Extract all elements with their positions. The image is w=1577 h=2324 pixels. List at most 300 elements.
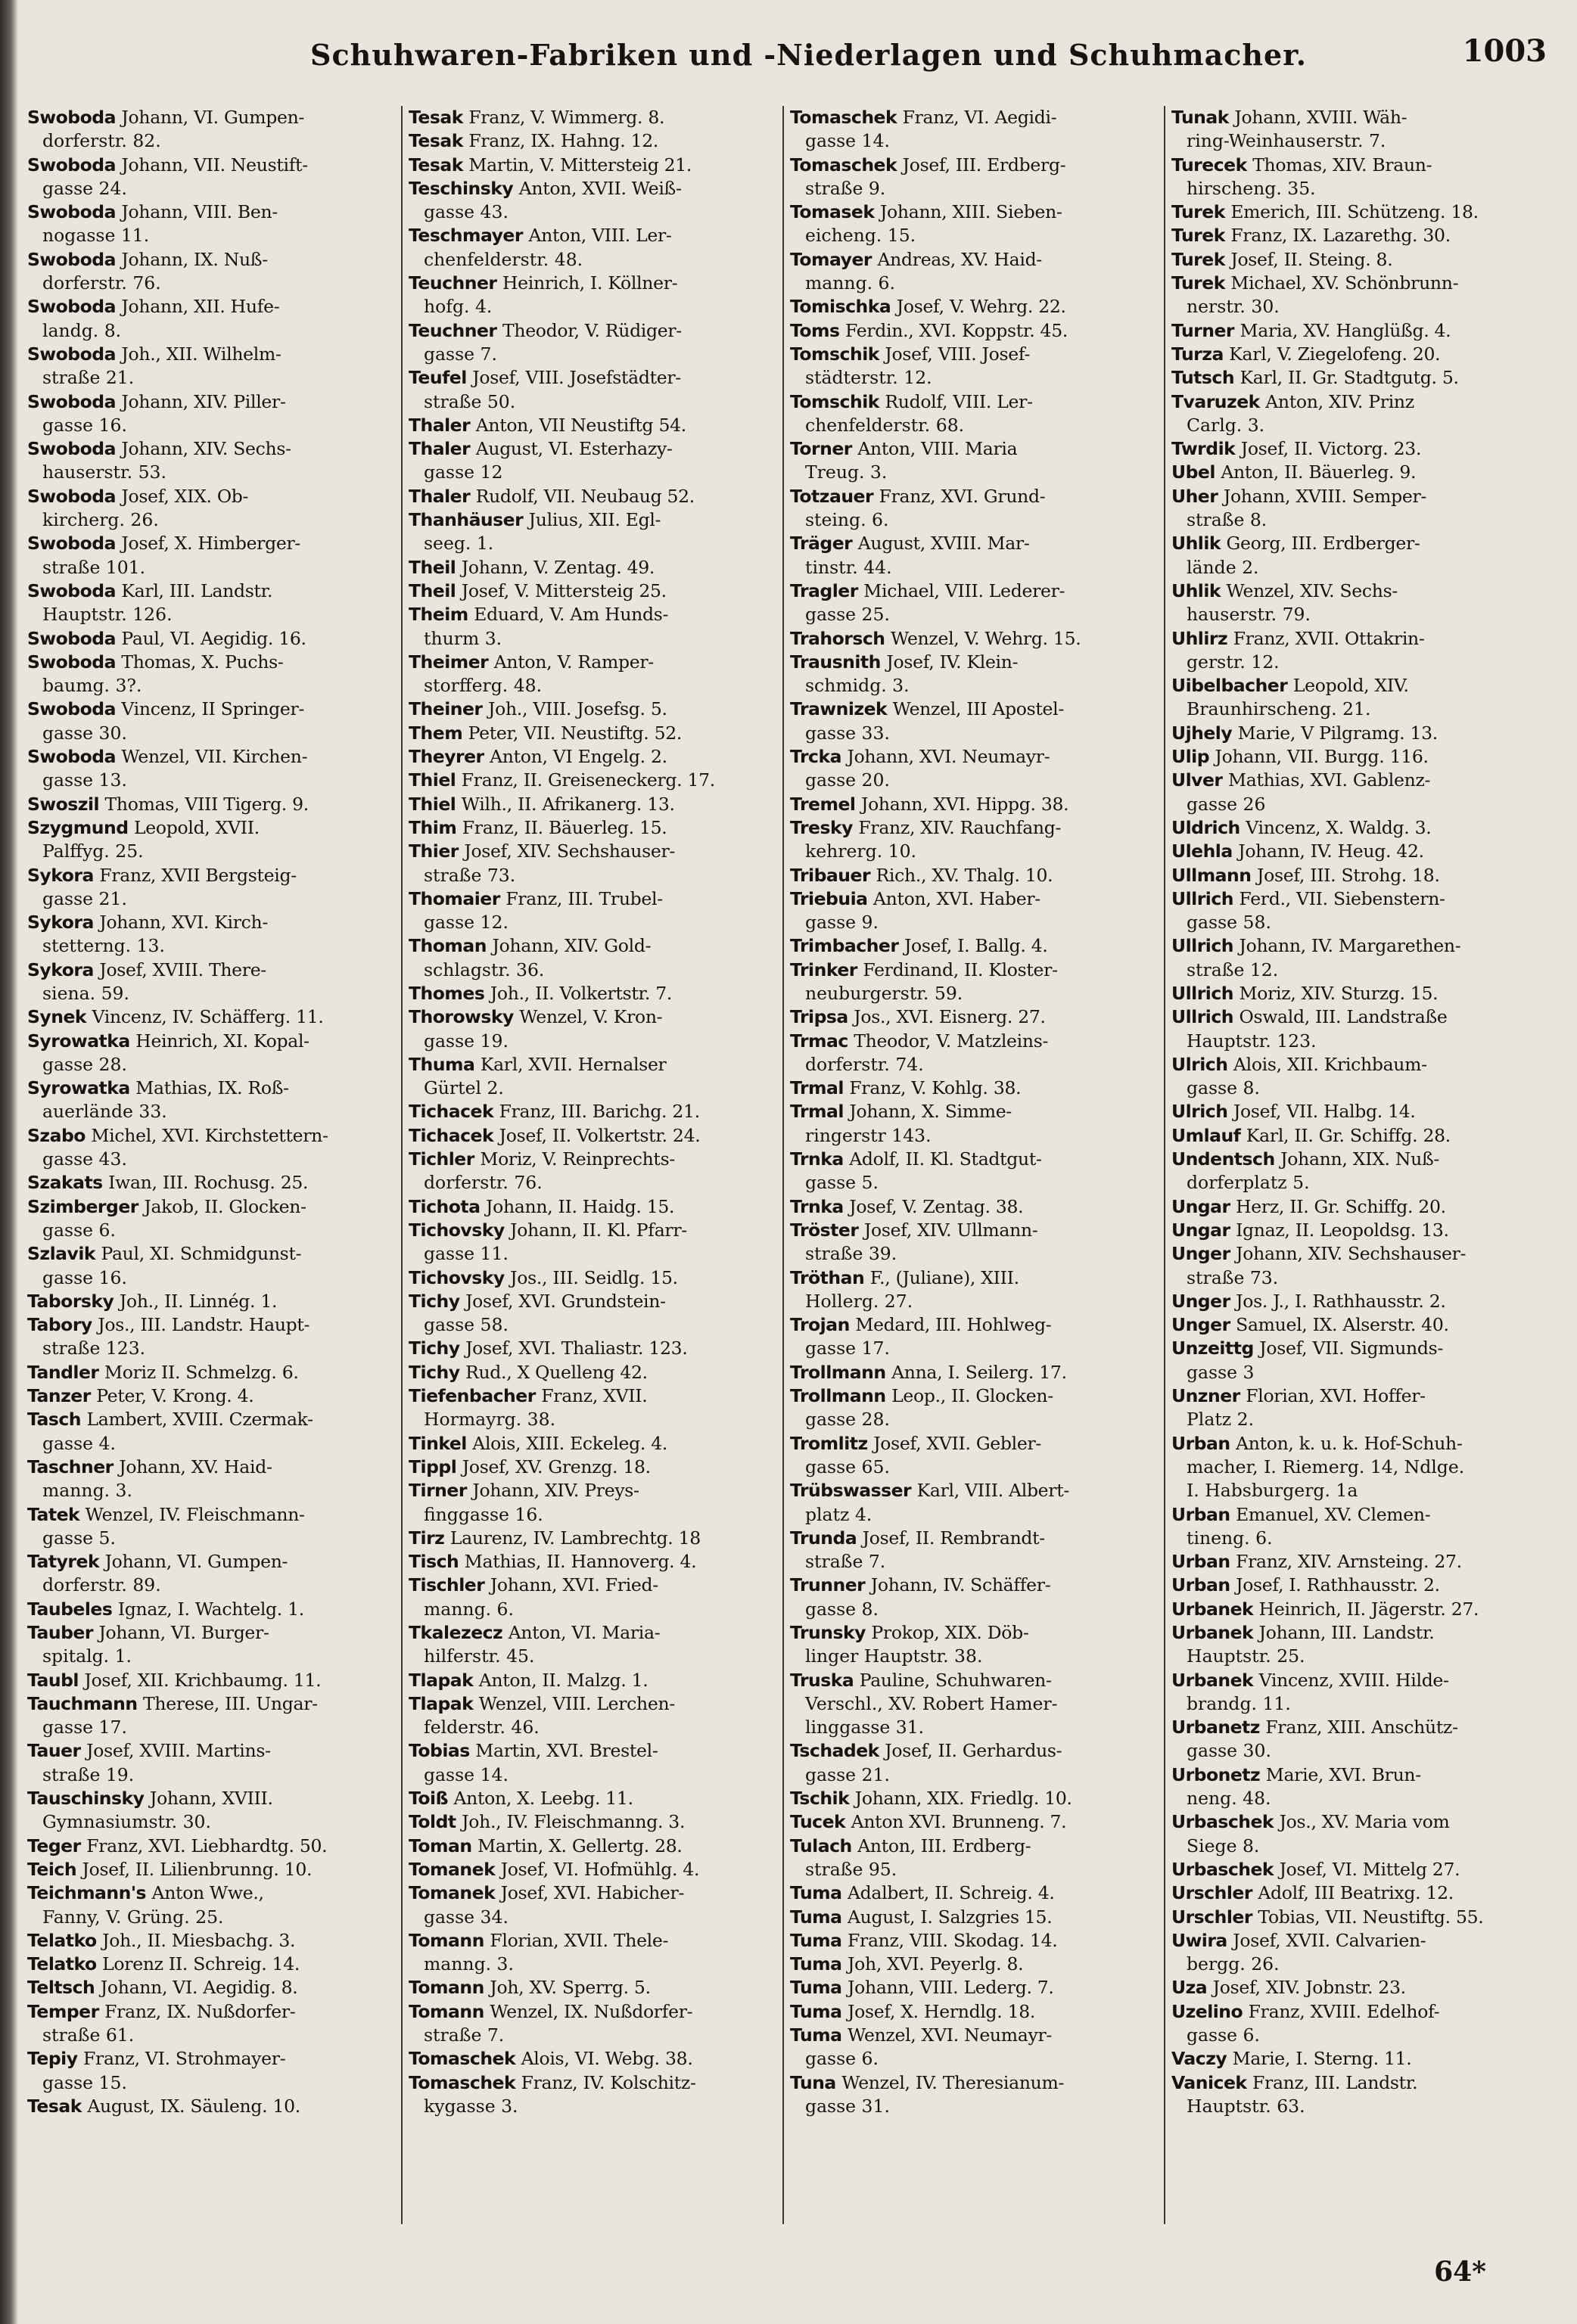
entry-surname: Turza xyxy=(1171,343,1224,365)
entry-details: Rudolf, VII. Neubaug 52. xyxy=(475,485,695,507)
directory-entry xyxy=(409,1929,776,1977)
entry-details: Johann, VIII. Lederg. 7. xyxy=(848,1977,1054,1999)
directory-entry xyxy=(27,1313,394,1361)
entry-continuation: kehrerg. 10. xyxy=(805,840,917,862)
entry-surname: Tichacek xyxy=(409,1101,494,1123)
directory-entry xyxy=(1171,2071,1538,2119)
entry-continuation: gasse 31. xyxy=(805,2095,890,2117)
entry-continuation: straße 73. xyxy=(424,864,516,886)
entry-surname: Tuma xyxy=(790,1929,842,1951)
directory-entry xyxy=(790,651,1157,698)
entry-details: Johann, XVI. Hippg. 38. xyxy=(860,793,1069,815)
entry-surname: Ungar xyxy=(1171,1219,1230,1241)
entry-surname: Torner xyxy=(790,438,852,460)
directory-entry xyxy=(27,1195,394,1243)
entry-continuation: straße 7. xyxy=(424,2024,505,2046)
entry-surname: Tichovsky xyxy=(409,1266,505,1288)
entry-continuation: straße 12. xyxy=(1187,958,1279,980)
entry-continuation: gasse 8. xyxy=(805,1598,879,1620)
entry-details: F., (Juliane), XIII. xyxy=(869,1266,1019,1288)
directory-entry xyxy=(790,1906,1157,1929)
entry-details: Franz, V. Wimmerg. 8. xyxy=(468,107,665,128)
entry-surname: Turek xyxy=(1171,201,1225,223)
entry-surname: Trübswasser xyxy=(790,1480,912,1502)
column-divider xyxy=(401,106,403,2224)
entry-surname: Tiefenbacher xyxy=(409,1385,536,1407)
entry-details: Josef, V. Zentag. 38. xyxy=(849,1195,1024,1217)
entry-details: Lambert, XVIII. Czermak- xyxy=(86,1409,313,1431)
entry-details: Johann, VII. Neustift- xyxy=(121,154,308,176)
entry-details: Franz, XIV. Rauchfang- xyxy=(858,816,1062,838)
entry-details: Michael, XV. Schönbrunn- xyxy=(1230,272,1459,294)
entry-continuation: Fanny, V. Grüng. 25. xyxy=(42,1906,224,1928)
directory-entry xyxy=(27,1030,394,1077)
entry-surname: Tischler xyxy=(409,1574,485,1596)
entry-surname: Trmac xyxy=(790,1030,848,1052)
directory-entry xyxy=(409,1574,776,1621)
entry-details: Josef, V. Mittersteig 25. xyxy=(461,579,667,601)
directory-entry xyxy=(409,2047,776,2071)
entry-continuation: Hauptstr. 25. xyxy=(1187,1645,1305,1667)
entry-details: Wenzel, IV. Theresianum- xyxy=(841,2071,1065,2093)
entry-continuation: gasse 6. xyxy=(42,1219,116,1241)
entry-surname: Urbanek xyxy=(1171,1598,1254,1620)
directory-entry xyxy=(790,1835,1157,1882)
directory-entry xyxy=(409,224,776,272)
entry-details: Vincenz, IV. Schäfferg. 11. xyxy=(92,1006,324,1028)
entry-details: Franz, II. Bäuerleg. 15. xyxy=(462,816,667,838)
directory-entry xyxy=(1171,1219,1538,1242)
entry-details: Anton, VIII. Ler- xyxy=(528,225,672,247)
entry-details: Andreas, XV. Haid- xyxy=(877,248,1042,270)
entry-continuation: gasse 7. xyxy=(424,343,497,365)
entry-surname: Sykora xyxy=(27,958,94,980)
entry-surname: Ullrich xyxy=(1171,1006,1233,1028)
directory-entry xyxy=(1171,1148,1538,1195)
entry-details: Franz, XIII. Anschütz- xyxy=(1265,1717,1458,1738)
entry-continuation: ringerstr 143. xyxy=(805,1124,932,1146)
entry-continuation: gasse 5. xyxy=(42,1527,116,1549)
entry-surname: Swoboda xyxy=(27,579,116,601)
entry-surname: Teich xyxy=(27,1858,77,1880)
directory-entry xyxy=(1171,485,1538,533)
entry-surname: Ullrich xyxy=(1171,982,1233,1004)
directory-entry xyxy=(27,1124,394,1172)
entry-continuation: gasse 4. xyxy=(42,1432,116,1454)
entry-continuation: thurm 3. xyxy=(424,627,502,649)
entry-surname: Tandler xyxy=(27,1361,99,1383)
entry-surname: Synek xyxy=(27,1006,87,1028)
directory-entry xyxy=(790,1479,1157,1527)
entry-surname: Tasch xyxy=(27,1409,82,1431)
entry-surname: Urschler xyxy=(1171,1882,1252,1904)
directory-entry xyxy=(790,1976,1157,1999)
entry-details: Therese, III. Ungar- xyxy=(143,1692,318,1714)
entry-surname: Tripsa xyxy=(790,1006,848,1028)
entry-surname: Toms xyxy=(790,319,840,341)
entry-surname: Swoboda xyxy=(27,651,116,673)
entry-surname: Swoboda xyxy=(27,533,116,555)
entry-details: Anton, VII Neustiftg 54. xyxy=(475,414,686,436)
entry-details: Ignaz, I. Wachtelg. 1. xyxy=(117,1598,304,1620)
entry-surname: Tanzer xyxy=(27,1385,91,1407)
directory-entry xyxy=(409,698,776,721)
directory-entry xyxy=(1171,248,1538,272)
entry-surname: Trcka xyxy=(790,746,841,768)
entry-continuation: eicheng. 15. xyxy=(805,225,916,247)
entry-continuation: straße 73. xyxy=(1187,1266,1279,1288)
entry-surname: Tauber xyxy=(27,1622,93,1643)
directory-entry xyxy=(409,1148,776,1195)
entry-details: Johann, XV. Haid- xyxy=(119,1456,272,1477)
directory-entry xyxy=(1171,1976,1538,1999)
entry-surname: Tomaschek xyxy=(790,154,897,176)
entry-continuation: straße 21. xyxy=(42,367,135,389)
entry-details: Rud., X Quelleng 42. xyxy=(465,1361,648,1383)
entry-surname: Telatko xyxy=(27,1953,97,1975)
entry-surname: Tuma xyxy=(790,1882,842,1904)
entry-details: Rich., XV. Thalg. 10. xyxy=(876,864,1053,886)
entry-details: Karl, V. Ziegelofeng. 20. xyxy=(1229,343,1441,365)
entry-details: Heinrich, I. Köllner- xyxy=(502,272,678,294)
directory-entry xyxy=(1171,982,1538,1005)
directory-entry xyxy=(27,1669,394,1692)
directory-entry xyxy=(790,1219,1157,1266)
directory-entry xyxy=(409,1881,776,1929)
entry-continuation: Platz 2. xyxy=(1187,1409,1255,1431)
entry-details: Josef, XIV. Ullmann- xyxy=(863,1219,1038,1241)
directory-entry xyxy=(1171,1195,1538,1219)
entry-continuation: Gürtel 2. xyxy=(424,1077,504,1099)
entry-continuation: gasse 34. xyxy=(424,1906,509,1928)
entry-details: Franz, XVII. Ottakrin- xyxy=(1233,627,1425,649)
entry-continuation: Hauptstr. 123. xyxy=(1187,1030,1317,1052)
entry-details: Heinrich, XI. Kopal- xyxy=(135,1030,309,1052)
entry-continuation: städterstr. 12. xyxy=(805,367,932,389)
entry-details: Alois, VI. Webg. 38. xyxy=(521,2048,693,2070)
entry-details: Franz, IV. Kolschitz- xyxy=(521,2071,696,2093)
directory-entry xyxy=(790,1574,1157,1621)
directory-entry xyxy=(409,1337,776,1360)
directory-entry xyxy=(790,698,1157,745)
directory-entry xyxy=(409,579,776,603)
entry-surname: Tragler xyxy=(790,579,858,601)
directory-entry xyxy=(409,1266,776,1290)
entry-surname: Turek xyxy=(1171,225,1225,247)
entry-details: Theodor, V. Matzleins- xyxy=(854,1030,1049,1052)
directory-entry xyxy=(790,1787,1157,1810)
entry-surname: Undentsch xyxy=(1171,1148,1275,1170)
entry-surname: Tepiy xyxy=(27,2048,78,2070)
entry-surname: Swoboda xyxy=(27,248,116,270)
directory-entry xyxy=(409,1810,776,1834)
directory-entry xyxy=(27,1242,394,1290)
entry-surname: Thim xyxy=(409,816,457,838)
directory-entry xyxy=(790,1881,1157,1905)
entry-details: Samuel, IX. Alserstr. 40. xyxy=(1236,1314,1449,1336)
entry-surname: Sykora xyxy=(27,912,94,934)
directory-entry xyxy=(790,1361,1157,1384)
entry-continuation: baumg. 3?. xyxy=(42,675,142,697)
entry-continuation: gasse 58. xyxy=(1187,912,1271,934)
entry-surname: Ungar xyxy=(1171,1195,1230,1217)
entry-surname: Turner xyxy=(1171,319,1235,341)
entry-continuation: hilferstr. 45. xyxy=(424,1645,535,1667)
entry-details: Ignaz, II. Leopoldsg. 13. xyxy=(1236,1219,1449,1241)
entry-details: Leop., II. Glocken- xyxy=(891,1385,1053,1407)
entry-details: Josef, XVI. Thaliastr. 123. xyxy=(465,1338,688,1359)
entry-surname: Unzner xyxy=(1171,1385,1240,1407)
directory-entry xyxy=(790,248,1157,296)
entry-surname: Tuma xyxy=(790,1977,842,1999)
entry-surname: Teschmayer xyxy=(409,225,523,247)
entry-details: Josef, VI. Hofmühlg. 4. xyxy=(500,1858,700,1880)
entry-surname: Theil xyxy=(409,579,456,601)
entry-continuation: manng. 3. xyxy=(424,1953,514,1975)
directory-entry xyxy=(409,485,776,508)
directory-entry xyxy=(409,437,776,485)
entry-details: Prokop, XIX. Döb- xyxy=(871,1622,1029,1643)
entry-surname: Thaler xyxy=(409,485,471,507)
directory-entry xyxy=(790,1266,1157,1314)
entry-surname: Tomann xyxy=(409,1929,484,1951)
entry-details: Johann, XIV. Gold- xyxy=(492,935,652,957)
directory-entry xyxy=(409,414,776,437)
entry-details: Wenzel, IV. Fleischmann- xyxy=(85,1503,305,1525)
column-2 xyxy=(409,106,776,2224)
directory-entry xyxy=(790,1313,1157,1361)
entry-details: Marie, XVI. Brun- xyxy=(1265,1763,1421,1785)
entry-continuation: linger Hauptstr. 38. xyxy=(805,1645,983,1667)
entry-details: Joh., VIII. Josefsg. 5. xyxy=(488,698,667,720)
entry-continuation: tinstr. 44. xyxy=(805,556,892,578)
entry-details: Johann, XIX. Friedlg. 10. xyxy=(854,1788,1072,1810)
directory-entry xyxy=(27,1858,394,1881)
entry-details: Jakob, II. Glocken- xyxy=(144,1195,306,1217)
entry-details: Joh., IV. Fleischmanng. 3. xyxy=(462,1811,686,1833)
entry-surname: Swoboda xyxy=(27,485,116,507)
entry-details: Josef, VIII. Josefstädter- xyxy=(472,367,681,389)
entry-continuation: ring-Weinhauserstr. 7. xyxy=(1187,130,1386,152)
entry-details: Josef, XVII. Calvarien- xyxy=(1233,1929,1426,1951)
entry-continuation: bergg. 26. xyxy=(1187,1953,1280,1975)
entry-surname: Uibelbacher xyxy=(1171,675,1288,697)
entry-surname: Turek xyxy=(1171,248,1225,270)
entry-surname: Telatko xyxy=(27,1929,97,1951)
entry-surname: Ulrich xyxy=(1171,1101,1228,1123)
entry-details: Rudolf, VIII. Ler- xyxy=(885,390,1033,412)
entry-details: Anton Wwe., xyxy=(151,1882,264,1904)
entry-details: Franz, V. Kohlg. 38. xyxy=(849,1077,1022,1099)
entry-continuation: siena. 59. xyxy=(42,982,129,1004)
directory-entry xyxy=(1171,1432,1538,1503)
entry-surname: Tresky xyxy=(790,816,853,838)
entry-details: Heinrich, II. Jägerstr. 27. xyxy=(1258,1598,1479,1620)
entry-details: Eduard, V. Am Hunds- xyxy=(474,604,669,626)
directory-entry xyxy=(790,485,1157,533)
entry-details: Johann, III. Landstr. xyxy=(1258,1622,1435,1643)
entry-continuation: straße 101. xyxy=(42,556,146,578)
entry-surname: Tschik xyxy=(790,1788,850,1810)
directory-entry xyxy=(27,1835,394,1858)
entry-continuation: straße 19. xyxy=(42,1763,135,1785)
entry-surname: Trnka xyxy=(790,1148,844,1170)
entry-details: Josef, XV. Grenzg. 18. xyxy=(462,1456,651,1477)
directory-entry xyxy=(1171,200,1538,224)
directory-entry xyxy=(27,1290,394,1313)
entry-surname: Swoboda xyxy=(27,390,116,412)
entry-continuation: auerlände 33. xyxy=(42,1101,167,1123)
directory-entry xyxy=(1171,1574,1538,1597)
entry-details: Josef, XII. Krichbaumg. 11. xyxy=(84,1669,322,1691)
entry-details: Josef, III. Strohg. 18. xyxy=(1256,864,1440,886)
entry-surname: Trimbacher xyxy=(790,935,899,957)
entry-details: Thomas, X. Puchs- xyxy=(121,651,284,673)
entry-details: Josef, V. Wehrg. 22. xyxy=(896,296,1066,318)
entry-continuation: straße 50. xyxy=(424,390,516,412)
directory-entry xyxy=(409,1787,776,1810)
entry-surname: Tomschik xyxy=(790,390,879,412)
entry-surname: Vaczy xyxy=(1171,2048,1227,2070)
directory-entry xyxy=(409,1290,776,1338)
entry-surname: Tirner xyxy=(409,1480,467,1502)
entry-continuation: gasse 28. xyxy=(805,1409,890,1431)
entry-surname: Teltsch xyxy=(27,1977,95,1999)
entry-continuation: gasse 20. xyxy=(805,769,890,791)
entry-surname: Tuna xyxy=(790,2071,836,2093)
page-number: 1003 xyxy=(1462,33,1547,69)
entry-surname: Thiel xyxy=(409,793,456,815)
entry-details: Paul, VI. Aegidig. 16. xyxy=(121,627,306,649)
entry-surname: Ulrich xyxy=(1171,1053,1228,1075)
entry-details: Franz, III. Barichg. 21. xyxy=(499,1101,700,1123)
entry-surname: Tichy xyxy=(409,1361,460,1383)
entry-details: Johann, XVI. Kirch- xyxy=(99,912,269,934)
entry-surname: Them xyxy=(409,722,463,744)
entry-details: Ferdinand, II. Kloster- xyxy=(863,958,1058,980)
entry-details: Josef, XVIII. Martins- xyxy=(86,1740,271,1762)
entry-surname: Tuma xyxy=(790,2000,842,2022)
entry-details: Franz, XVII Bergsteig- xyxy=(99,864,297,886)
entry-details: Karl, VIII. Albert- xyxy=(916,1480,1070,1502)
entry-surname: Tvaruzek xyxy=(1171,390,1260,412)
entry-details: Pauline, Schuhwaren- xyxy=(859,1669,1052,1691)
entry-details: Johann, VIII. Ben- xyxy=(121,201,278,223)
entry-surname: Tauer xyxy=(27,1740,81,1762)
entry-surname: Tisch xyxy=(409,1551,459,1573)
entry-continuation: stetterng. 13. xyxy=(42,935,165,957)
directory-entry xyxy=(409,816,776,840)
entry-details: Thomas, VIII Tigerg. 9. xyxy=(104,793,309,815)
directory-entry xyxy=(27,1787,394,1835)
entry-surname: Tomanek xyxy=(409,1858,496,1880)
entry-continuation: gasse 43. xyxy=(42,1148,127,1170)
directory-entry xyxy=(409,106,776,129)
entry-details: Franz, IX. Nußdorfer- xyxy=(104,2000,296,2022)
entry-continuation: straße 95. xyxy=(805,1858,897,1880)
directory-entry xyxy=(1171,2047,1538,2071)
directory-entry xyxy=(409,1835,776,1858)
directory-entry xyxy=(409,934,776,982)
entry-continuation: straße 123. xyxy=(42,1338,146,1359)
directory-entry xyxy=(27,793,394,816)
entry-details: Franz, XVI. Liebhardtg. 50. xyxy=(86,1835,328,1856)
entry-details: Anton, II. Malzg. 1. xyxy=(478,1669,649,1691)
entry-details: Anton, X. Leebg. 11. xyxy=(453,1788,633,1810)
entry-surname: Tulach xyxy=(790,1835,852,1856)
entry-details: Wilh., II. Afrikanerg. 13. xyxy=(461,793,675,815)
directory-entry xyxy=(1171,816,1538,840)
directory-entry xyxy=(790,1005,1157,1029)
entry-surname: Uwira xyxy=(1171,1929,1227,1951)
entry-surname: Urbonetz xyxy=(1171,1763,1261,1785)
entry-surname: Vanicek xyxy=(1171,2071,1247,2093)
directory-entry xyxy=(409,1858,776,1881)
directory-entry xyxy=(409,1219,776,1266)
column-divider xyxy=(1164,106,1165,2224)
entry-surname: Swoboda xyxy=(27,438,116,460)
entry-surname: Thomes xyxy=(409,982,485,1004)
entry-details: Oswald, III. Landstraße xyxy=(1239,1006,1448,1028)
entry-surname: Urbanek xyxy=(1171,1622,1254,1643)
directory-entry xyxy=(409,2071,776,2119)
entry-details: Josef, VIII. Josef- xyxy=(885,343,1031,365)
entry-details: Karl, III. Landstr. xyxy=(121,579,273,601)
entry-surname: Tomschik xyxy=(790,343,879,365)
directory-entry xyxy=(27,295,394,343)
entry-details: Johann, XIV. Preys- xyxy=(472,1480,639,1502)
entry-details: Karl, II. Gr. Stadtgutg. 5. xyxy=(1240,367,1459,389)
directory-entry xyxy=(409,793,776,816)
entry-surname: Totzauer xyxy=(790,485,874,507)
entry-details: Alois, XIII. Eckeleg. 4. xyxy=(472,1432,668,1454)
entry-details: Anton, XIV. Prinz xyxy=(1265,390,1414,412)
directory-entry xyxy=(1171,319,1538,343)
directory-entry xyxy=(27,1005,394,1029)
entry-surname: Ujhely xyxy=(1171,722,1233,744)
entry-continuation: gasse 25. xyxy=(805,604,890,626)
entry-details: Franz, II. Greiseneckerg. 17. xyxy=(461,769,715,791)
entry-surname: Trahorsch xyxy=(790,627,885,649)
entry-continuation: lände 2. xyxy=(1187,556,1259,578)
directory-entry xyxy=(1171,1858,1538,1881)
entry-surname: Tauschinsky xyxy=(27,1788,145,1810)
directory-entry xyxy=(1171,722,1538,745)
entry-surname: Temper xyxy=(27,2000,99,2022)
directory-entry xyxy=(1171,1290,1538,1313)
entry-continuation: gasse 24. xyxy=(42,177,127,199)
entry-continuation: gasse 17. xyxy=(805,1338,890,1359)
directory-entry xyxy=(1171,272,1538,319)
entry-continuation: gasse 9. xyxy=(805,912,879,934)
directory-entry xyxy=(790,106,1157,154)
entry-details: Johann, XVIII. xyxy=(149,1788,273,1810)
entry-continuation: kircherg. 26. xyxy=(42,509,159,531)
directory-entry xyxy=(1171,1503,1538,1551)
entry-details: August, VI. Esterhazy- xyxy=(475,438,673,460)
directory-entry xyxy=(27,2047,394,2095)
entry-surname: Trnka xyxy=(790,1195,844,1217)
entry-surname: Tichacek xyxy=(409,1124,494,1146)
entry-continuation: gasse 12. xyxy=(424,912,509,934)
entry-details: Johann, II. Haidg. 15. xyxy=(485,1195,675,1217)
entry-details: Anton, III. Erdberg- xyxy=(857,1835,1031,1856)
entry-surname: Tröthan xyxy=(790,1266,865,1288)
entry-details: Emanuel, XV. Clemen- xyxy=(1236,1503,1431,1525)
directory-entry xyxy=(27,1077,394,1124)
entry-continuation: dorferstr. 89. xyxy=(42,1574,161,1596)
entry-surname: Tlapak xyxy=(409,1692,474,1714)
